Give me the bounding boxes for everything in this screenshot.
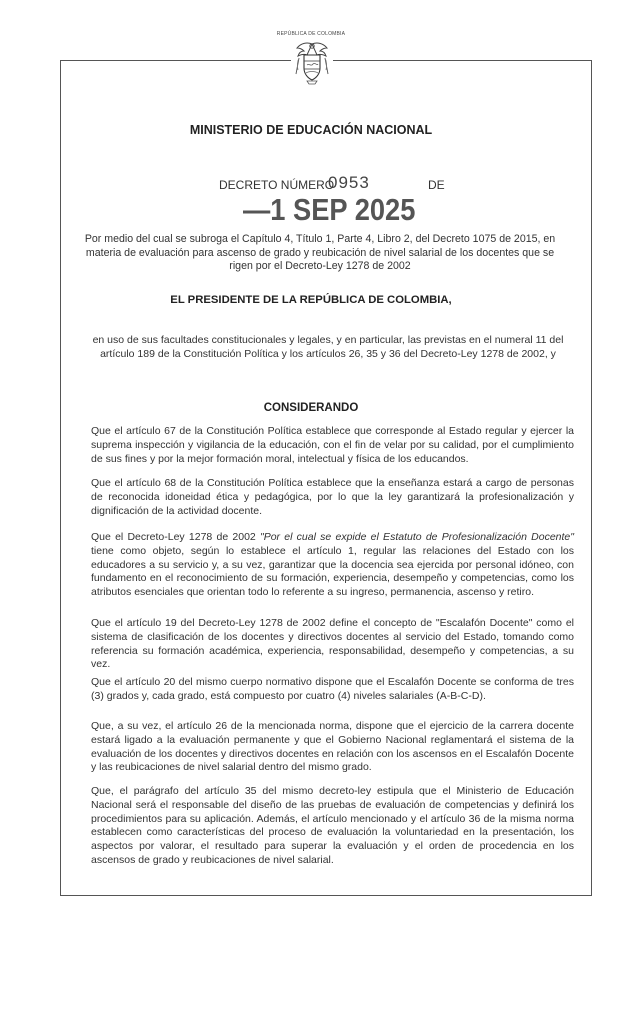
- decree-de-label: DE: [428, 178, 445, 192]
- considerando-paragraph: Que, el parágrafo del artículo 35 del mismo decreto-ley estipula que el Ministerio de Educación Nacional será el responsable del diseño de las pruebas de evaluación de competencias y definirá los procedimientos para su aplicación. Además, el artículo mencionado y el artículo 36 de la misma norma establecen como características del proceso de evaluación la voluntariedad en la presentación, los aspectos por valorar, el resultado para superar la evaluación y el orden de procedencia en los ascensos de grado y reubicaciones de nivel salarial.: [91, 785, 574, 866]
- considerando-paragraph: Que el artículo 20 del mismo cuerpo normativo dispone que el Escalafón Docente se conforma de tres (3) grados y, cada grado, está compuesto por cuatro (4) niveles salariales (A-B-C-D).: [91, 676, 574, 702]
- legal-powers-paragraph: en uso de sus facultades constitucionales y legales, y en particular, las previstas en el numeral 11 del artículo 189 de la Constitución Política y los artículos 26, 35 y 36 del Decreto-Ley 1278 de 2002, y: [92, 334, 564, 360]
- date-stamp-dash: —: [243, 192, 271, 227]
- considerando-paragraph: Que el artículo 19 del Decreto-Ley 1278 de 2002 define el concepto de "Escalafón Docente" como el sistema de clasificación de los docentes y directivos docentes al servicio del Estado, tomando como referencia su formación académica, experiencia, responsabilidad, desempeño y competencias, a su vez.: [91, 617, 574, 671]
- considerando-paragraph: Que el artículo 67 de la Constitución Política establece que corresponde al Estado regular y ejercer la suprema inspección y vigilancia de la educación, con el fin de velar por su calidad, por el cumplimiento de sus fines y por la mejor formación moral, intelectual y física de los educandos.: [91, 425, 574, 465]
- decree-date: 1 SEP 2025: [270, 192, 416, 227]
- considerando-paragraph: [91, 531, 574, 600]
- paragraph-text: Que el Decreto-Ley 1278 de 2002: [91, 531, 260, 543]
- paragraph-text: tiene como objeto, según lo establece el artículo 1, regular las relaciones del Estado con los educadores a su servicio y, a su vez, garantizar que la docencia sea ejercida por personal idóneo, con fundamento en el reconocimiento de su formación, experiencia, desempeño y competencias, como los atributos esenciales que orientan todo lo referente a su ingreso, permanencia, ascenso y retiro.: [91, 544, 574, 599]
- coat-of-arms-icon: [293, 40, 331, 86]
- header-republica: REPÚBLICA DE COLOMBIA: [276, 31, 346, 37]
- considerando-paragraph: Que, a su vez, el artículo 26 de la mencionada norma, dispone que el ejercicio de la carrera docente estará ligado a la evaluación permanente y que el Gobierno Nacional reglamentará el sistema de la evaluación de los docentes y directivos docentes en relación con los ascensos en el Escalafón Docente y las reubicaciones de nivel salarial dentro del mismo grado.: [91, 720, 574, 774]
- president-heading: EL PRESIDENTE DE LA REPÚBLICA DE COLOMBIA,: [170, 294, 452, 306]
- decree-number: 0953: [328, 173, 370, 192]
- considerando-heading: CONSIDERANDO: [263, 402, 359, 414]
- decree-subject: Por medio del cual se subroga el Capítulo 4, Título 1, Parte 4, Libro 2, del Decreto 1075 de 2015, en materia de evaluación para ascenso de grado y reubicación de nivel salarial de los docentes que se rigen por el Decreto-Ley 1278 de 2002: [84, 233, 556, 272]
- ministry-title: MINISTERIO DE EDUCACIÓN NACIONAL: [189, 123, 433, 137]
- decree-number-label: DECRETO NÚMERO: [219, 178, 335, 192]
- considerando-paragraph: Que el artículo 68 de la Constitución Política establece que la enseñanza estará a cargo de personas de reconocida idoneidad ética y pedagógica, por lo que la ley garantizará la profesionalización y dignificación de la actividad docente.: [91, 477, 574, 517]
- statute-title-italic: "Por el cual se expide el Estatuto de Profesionalización Docente": [259, 531, 575, 543]
- decree-date-stamp: [243, 192, 415, 228]
